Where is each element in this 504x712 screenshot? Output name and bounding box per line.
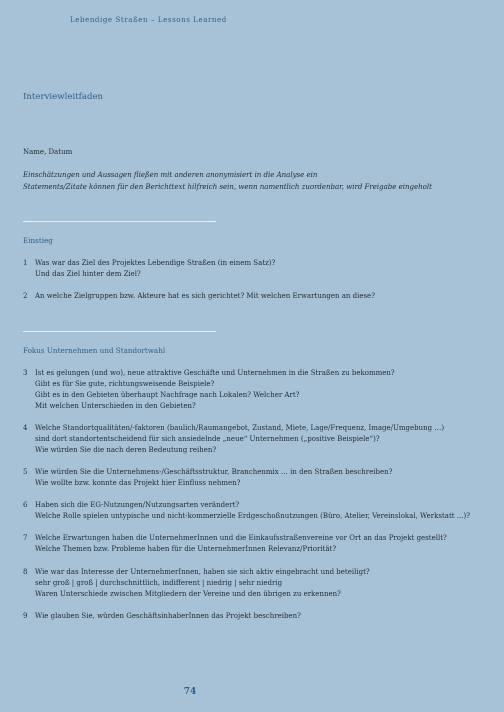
question-number: 3 <box>23 369 28 377</box>
section-divider <box>23 331 216 332</box>
running-head: Lebendige Straßen – Lessons Learned <box>70 16 227 24</box>
question-number: 8 <box>23 568 28 576</box>
question-number: 1 <box>23 259 28 267</box>
question-line: Waren Unterschiede zwischen Mitgliedern der Vereine und den übrigen zu erkennen? <box>35 590 341 598</box>
question-6 <box>23 500 493 522</box>
section-title-einstieg: Einstieg <box>23 236 53 245</box>
question-number: 4 <box>23 424 28 432</box>
section-title-unternehmen: Fokus Unternehmen und Standortwahl <box>23 346 166 355</box>
question-7 <box>23 533 493 555</box>
question-number: 9 <box>23 612 28 620</box>
name-date-field: Name, Datum <box>23 148 73 156</box>
question-line: Welche Erwartungen haben die UnternehmerInnen und die Einkaufsstraßenvereine vor Ort an das Projekt gestellt? <box>35 534 447 542</box>
question-line: Wie glauben Sie, würden GeschäftsinhaberInnen das Projekt beschreiben? <box>35 612 301 620</box>
page-number: 74 <box>183 687 197 697</box>
section-divider <box>23 221 216 222</box>
question-line: Welche Standortqualitäten/-faktoren (baulich/Raumangebot, Zustand, Miete, Lage/Frequenz, Image/Umgebung …) <box>35 424 445 432</box>
question-line: Wie würden Sie die Unternehmens-/Geschäftsstruktur, Branchenmix … in den Straßen beschreiben? <box>35 468 393 476</box>
question-5 <box>23 467 493 489</box>
question-2 <box>23 291 493 302</box>
note-line: Statements/Zitate können für den Berichttext hilfreich sein, wenn namentlich zuordenbar, wird Freigabe eingeholt <box>23 183 432 191</box>
question-number: 2 <box>23 292 28 300</box>
question-line: Welche Rolle spielen untypische und nicht-kommerzielle Erdgeschoßnutzungen (Büro, Atelier, Vereinslokal, Werkstatt ...)? <box>35 512 470 520</box>
note-line: Einschätzungen und Aussagen fließen mit anderen anonymisiert in die Analyse ein <box>23 171 318 179</box>
question-line: Wie würden Sie die nach deren Bedeutung reihen? <box>35 446 217 454</box>
question-line: Und das Ziel hinter dem Ziel? <box>35 270 141 278</box>
rating-scale: sehr groß | groß | durchschnittlich, indifferent | niedrig | sehr niedrig <box>35 579 283 587</box>
question-line: Wie wollte bzw. konnte das Projekt hier Einfluss nehmen? <box>35 479 241 487</box>
question-line: Was war das Ziel des Projektes Lebendige Straßen (in einem Satz)? <box>35 259 276 267</box>
question-number: 6 <box>23 501 28 509</box>
question-3 <box>23 368 493 412</box>
anonymity-note <box>23 169 483 193</box>
question-line: Wie war das Interesse der UnternehmerInnen, haben sie sich aktiv eingebracht und beteiligt? <box>35 568 370 576</box>
question-line: Haben sich die EG-Nutzungen/Nutzungsarten verändert? <box>35 501 240 509</box>
question-line: Gibt es in den Gebieten überhaupt Nachfrage nach Lokalen? Welcher Art? <box>35 391 300 399</box>
question-line: sind dort standortentscheidend für sich ansiedelnde „neue“ Unternehmen („positive Beispiele“)? <box>35 435 380 443</box>
question-line: Ist es gelungen (und wo), neue attraktive Geschäfte und Unternehmen in die Straßen zu bekommen? <box>35 369 395 377</box>
question-4 <box>23 423 493 456</box>
document-title: Interviewleitfaden <box>23 92 104 102</box>
question-number: 5 <box>23 468 28 476</box>
question-9 <box>23 611 493 622</box>
question-1 <box>23 258 493 280</box>
question-line: An welche Zielgruppen bzw. Akteure hat es sich gerichtet? Mit welchen Erwartungen an diese? <box>35 292 375 300</box>
question-8 <box>23 567 493 600</box>
question-number: 7 <box>23 534 28 542</box>
question-line: Gibt es für Sie gute, richtungsweisende Beispiele? <box>35 380 215 388</box>
question-line: Mit welchen Unterschieden in den Gebieten? <box>35 402 196 410</box>
question-line: Welche Themen bzw. Probleme haben für die UnternehmerInnen Relevanz/Priorität? <box>35 545 337 553</box>
